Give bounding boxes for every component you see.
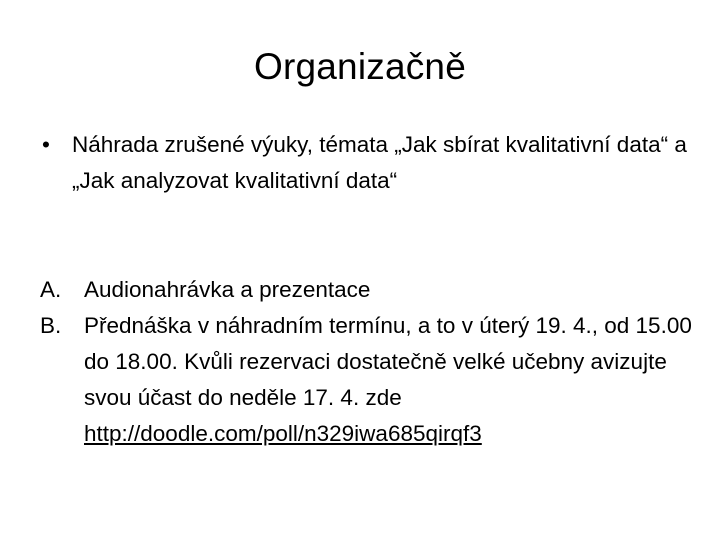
numbered-item-a bbox=[40, 272, 700, 308]
bullet-mark: • bbox=[42, 132, 50, 157]
slide-title: Organizačně bbox=[254, 46, 466, 87]
numbered-text: Přednáška v náhradním termínu, a to v úterý 19. 4., od 15.00 do 18.00. Kvůli rezervaci dostatečně velké učebny avizujte svou účast do neděle 17. 4. zde bbox=[84, 313, 692, 410]
bullet-text: Náhrada zrušené výuky, témata „Jak sbírat kvalitativní data“ a „Jak analyzovat kvalitativní data“ bbox=[72, 132, 687, 193]
doodle-poll-link[interactable]: http://doodle.com/poll/n329iwa685qirqf3 bbox=[84, 421, 482, 446]
bullet-item bbox=[40, 127, 700, 199]
numbered-list bbox=[40, 272, 700, 452]
bullet-list bbox=[40, 127, 700, 199]
numbered-text: Audionahrávka a prezentace bbox=[84, 277, 371, 302]
numbered-mark: B. bbox=[40, 313, 62, 338]
numbered-item-b bbox=[40, 308, 700, 452]
numbered-text-with-link bbox=[84, 308, 700, 452]
numbered-mark: A. bbox=[40, 277, 62, 302]
